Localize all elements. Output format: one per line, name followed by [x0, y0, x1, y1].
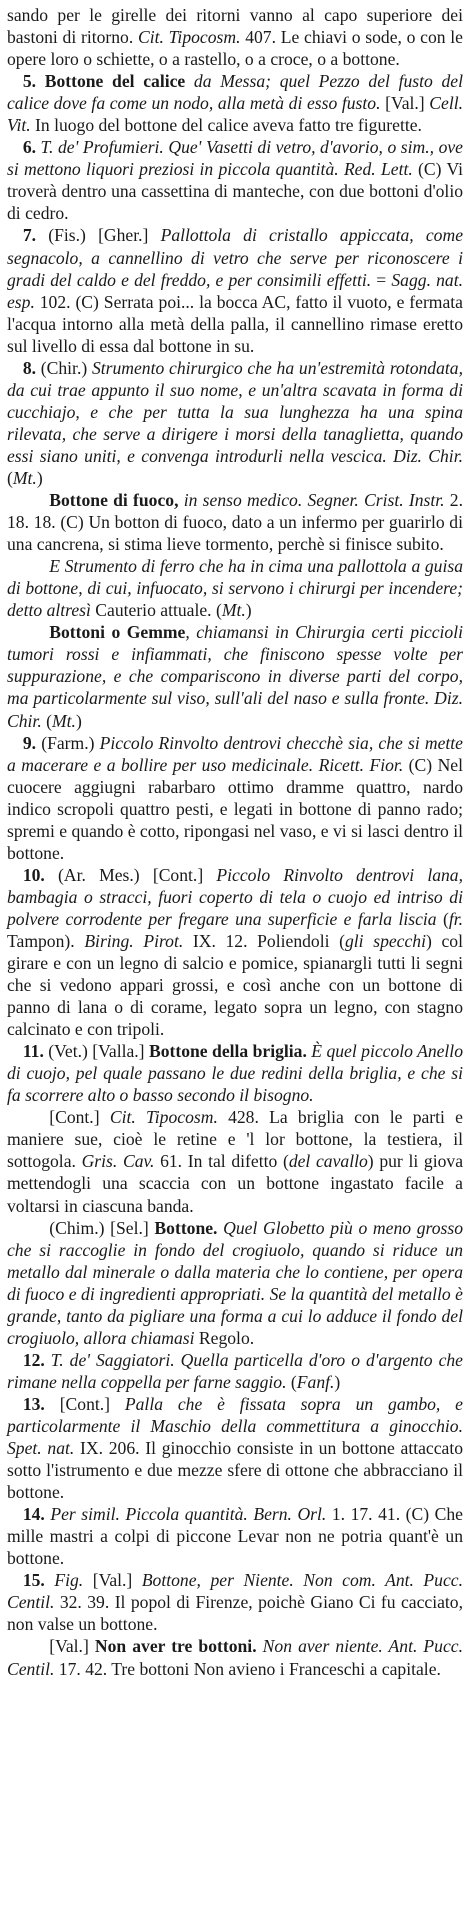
entry-text: Tampon).	[7, 930, 85, 951]
entry-text: 32. 39. Il popol di Firenze, poichè Giano Ci fu cacciato, non valse un bottone.	[7, 1592, 463, 1635]
entry-text: (	[286, 1371, 297, 1392]
entry-text: IX. 12. Poliendoli (	[183, 930, 345, 951]
dictionary-entry	[7, 1503, 463, 1569]
entry-text: (	[41, 710, 52, 731]
entry-italic-text: Palla che è fissata sopra un gambo, e particolarmente il Maschio della commettitura a ginocchio. Spet. nat.	[7, 1393, 463, 1459]
entry-italic-text: T. de' Profumieri.	[36, 137, 164, 158]
entry-headword: Bottone della briglia.	[148, 1041, 307, 1062]
dictionary-entry	[7, 732, 463, 864]
entry-italic-text: Mt.	[12, 467, 37, 488]
entry-italic-text: del cavallo	[288, 1151, 368, 1172]
entry-headword: 8.	[22, 357, 37, 378]
entry-text: (Farm.)	[36, 732, 100, 753]
entry-text: 407. Le chiavi o sode, o con le opere loro o schiette, o a rastello, o a croce, o a bottone.	[7, 27, 463, 70]
entry-text: ) col girare e con un legno di salcio e pomice, spianargli tutti li segni che si vedono appari grossi, e così anche con un bottone di panno di lana o di corame, legato sopra un legno, con stagno calcinato e con tripoli.	[7, 930, 463, 1040]
dictionary-entry	[7, 864, 463, 1040]
dictionary-entry	[7, 4, 463, 70]
entry-headword: 13.	[22, 1393, 45, 1414]
entry-text: [Cont.]	[44, 1393, 125, 1414]
dictionary-entry	[7, 357, 463, 489]
entry-italic-text: Cit. Tipocosm.	[109, 1107, 218, 1128]
entry-italic-text: Fanf.	[296, 1371, 335, 1392]
entry-italic-text: Mt.	[51, 710, 76, 731]
dictionary-entry	[7, 1217, 463, 1349]
entry-text: (	[7, 467, 13, 488]
entry-italic-text: Per simil. Piccola quantità. Bern. Orl.	[44, 1504, 327, 1525]
entry-text: (Chir.)	[36, 357, 92, 378]
entry-italic-text: Piccolo Rinvolto dentrovi lana, bambagia o stracci, fuori coperto di tela o cuojo ed intriso di polvere corrodente per fregare una superficie e farla liscia	[7, 864, 463, 929]
entry-italic-text: Red. Lett.	[343, 159, 413, 180]
entry-text: 17. 42. Tre bottoni Non avieno i Franceschi a capitale.	[54, 1658, 441, 1679]
entry-italic-text: gli specchi	[345, 930, 426, 951]
entry-headword: 7.	[22, 225, 37, 246]
entry-headword: 14.	[22, 1504, 45, 1525]
entry-headword: Bottoni o Gemme	[49, 622, 186, 643]
entry-text: In luogo del bottone del calice aveva fatto tre figurette.	[30, 115, 422, 136]
entry-italic-text: Cell. Vit.	[7, 93, 463, 136]
entry-text: (C) Nel cuocere aggiugni rabarbaro ottimo dramme quattro, nardo indico scropoli quattro pesti, e legati in bottone di panno rado; spremi e quando è cotto, ripongasi nel vaso, e vi si lasci dentro il bottone.	[7, 754, 463, 863]
entry-italic-text: Sagg. nat. esp.	[7, 269, 463, 312]
entry-text: sando per le girelle dei ritorni vanno al capo superiore dei bastoni di ritorno.	[7, 5, 463, 48]
entry-italic-text: Fig.	[44, 1570, 84, 1591]
entry-italic-text: Cit. Tipocosm.	[137, 27, 241, 48]
dictionary-entry	[7, 621, 463, 731]
entry-italic-text: Que' Vasetti di vetro, d'avorio, o sim., ove si mettono liquori preziosi in piccola quantità.	[7, 137, 463, 180]
entry-italic-text: Mt.	[221, 600, 246, 621]
entry-text: Regolo.	[194, 1327, 255, 1348]
entry-text: Cauterio attuale. (	[90, 600, 222, 621]
entry-text: 428. La briglia con le parti e maniere sue, cioè le retine e 'l lor bottone, la testiera, il sottogola.	[7, 1107, 463, 1172]
dictionary-entry	[7, 1349, 463, 1393]
entry-text: 2. 18. 18. (C) Un botton di fuoco, dato a un infermo per guarirlo di una cancrena, si stima lieve tormento, perchè si finisce subito.	[7, 490, 464, 555]
dictionary-entry	[7, 136, 463, 224]
dictionary-entry	[7, 224, 463, 356]
entry-text: IX. 206. Il ginocchio consiste in un bottone attaccato sotto l'istrumento e due mezze sfere di ottone che abbracciano il bottone.	[7, 1438, 464, 1503]
entry-text: ) pur li giova mettendogli una scaccia con un bottone ingastato facile a voltarsi in ciascuna banda.	[7, 1151, 464, 1216]
entry-headword: 9.	[22, 732, 37, 753]
entry-headword: 6.	[22, 137, 37, 158]
entry-text: (Ar. Mes.) [Cont.]	[44, 864, 217, 885]
entry-italic-text: Bottone, per Niente. Non com. Ant. Pucc. Centil.	[7, 1570, 463, 1613]
entry-italic-text: E Strumento di ferro che ha in cima una pallottola a guisa di bottone, di cui, infuocato, si servono i chirurgi per incendere; detto altresì	[7, 556, 463, 621]
entry-italic-text: Non aver niente. Ant. Pucc. Centil.	[7, 1636, 463, 1679]
entry-text: (C) Vi troverà dentro una cassettina di manteche, con due bottoni d'olio di cedro.	[7, 159, 463, 224]
entry-italic-text: Strumento chirurgico che ha un'estremità rotondata, da cui trae appunto il suo nome, e un'altra scavata in forma di cucchiajo, e che per tutta la sua lunghezza ha una spina rilevata, che serve a dirigere i morsi della tanaglietta, quando essi siano uniti, e convenga introdurli nella vescica. Diz. Chir.	[7, 357, 463, 466]
dictionary-entry	[7, 489, 463, 555]
entry-text: (Chim.) [Sel.]	[49, 1217, 155, 1238]
entry-text: )	[75, 710, 82, 731]
entry-italic-text: , chiamansi in Chirurgia certi piccioli tumori rossi e infiammati, che finiscono spesse volte per suppurazione, e che compariscono in diverse parti del corpo, ma particolarmente sul viso, sull'ali del naso e sulla fronte. Diz. Chir.	[7, 622, 463, 731]
entry-italic-text: T. de' Saggiatori. Quella particella d'oro o d'argento che rimane nella coppella per farne saggio.	[7, 1349, 463, 1392]
entry-text: (	[436, 908, 449, 929]
entry-text: )	[334, 1371, 341, 1392]
entry-italic-text: Piccolo Rinvolto dentrovi checchè sia, che si mette a macerare e a bollire per uso medicinale. Ricett. Fior.	[7, 732, 463, 775]
entry-italic-text: da Messa; quel Pezzo del fusto del calice dove fa come un nodo, alla metà di esso fusto.	[7, 71, 463, 114]
entry-text: 61. In tal difetto (	[154, 1151, 289, 1172]
entry-headword: 5. Bottone del calice	[22, 71, 186, 92]
entry-italic-text: Biring. Pirot.	[84, 930, 184, 951]
entry-text: (Fis.) [Gher.]	[36, 225, 161, 246]
entry-text: )	[245, 600, 252, 621]
entry-headword: Bottone.	[154, 1217, 218, 1238]
dictionary-entry	[7, 1040, 463, 1106]
entry-text: =	[371, 269, 392, 290]
dictionary-entry	[7, 1393, 463, 1503]
entry-text: 102. (C) Serrata poi... la bocca AC, fatto il vuoto, e fermata l'acqua intorno alla metà della palla, il cannellino rimase eretto sul livello di essa dal bottone in su.	[7, 291, 463, 356]
entry-text: [Val.]	[49, 1636, 95, 1657]
entry-italic-text: in senso medico. Segner. Crist. Instr.	[178, 490, 445, 511]
entry-italic-text: È quel piccolo Anello di cuojo, pel quale passano le due redini della briglia, e che si fa scorrere alto o basso secondo il bisogno.	[7, 1041, 463, 1106]
entry-headword: 12.	[22, 1349, 45, 1370]
dictionary-entry	[7, 70, 463, 136]
dictionary-entry	[7, 1635, 463, 1679]
dictionary-entry	[7, 1569, 463, 1635]
entry-headword: 15.	[22, 1570, 45, 1591]
entry-text: (Vet.) [Valla.]	[43, 1041, 149, 1062]
entry-italic-text: Quel Globetto più o meno grosso che si raccoglie in fondo del crogiuolo, quando si riduce un metallo dal minerale o dalla materia che lo contiene, per opera di fuoco e di ingredienti appropriati. Se la quantità del metallo è grande, tanto da pigliare una forma a cui lo adduce il fondo del crogiuolo, allora chiamasi	[7, 1217, 463, 1348]
entry-headword: 11.	[22, 1041, 44, 1062]
entry-text: [Val.]	[380, 93, 430, 114]
entry-italic-text: Pallottola di cristallo appiccata, come segnacolo, a cannellino di vetro che serve per riconoscere i gradi del caldo e del freddo, e per consimili effetti.	[7, 225, 463, 290]
entry-italic-text: fr.	[448, 908, 463, 929]
entry-text: [Val.]	[83, 1570, 142, 1591]
entry-text: [Cont.]	[49, 1107, 110, 1128]
entry-headword: Non aver tre bottoni.	[94, 1636, 257, 1657]
entry-text: 1. 17. 41. (C) Che mille mastri a colpi di piccone Levar non ne potria quant'è un bottone.	[7, 1504, 463, 1569]
entry-headword: 10.	[22, 864, 45, 885]
dictionary-entry	[7, 1106, 463, 1216]
entry-headword: Bottone di fuoco,	[49, 490, 179, 511]
entry-italic-text: Gris. Cav.	[81, 1151, 155, 1172]
entry-text: )	[36, 467, 43, 488]
dictionary-entry	[7, 555, 463, 621]
